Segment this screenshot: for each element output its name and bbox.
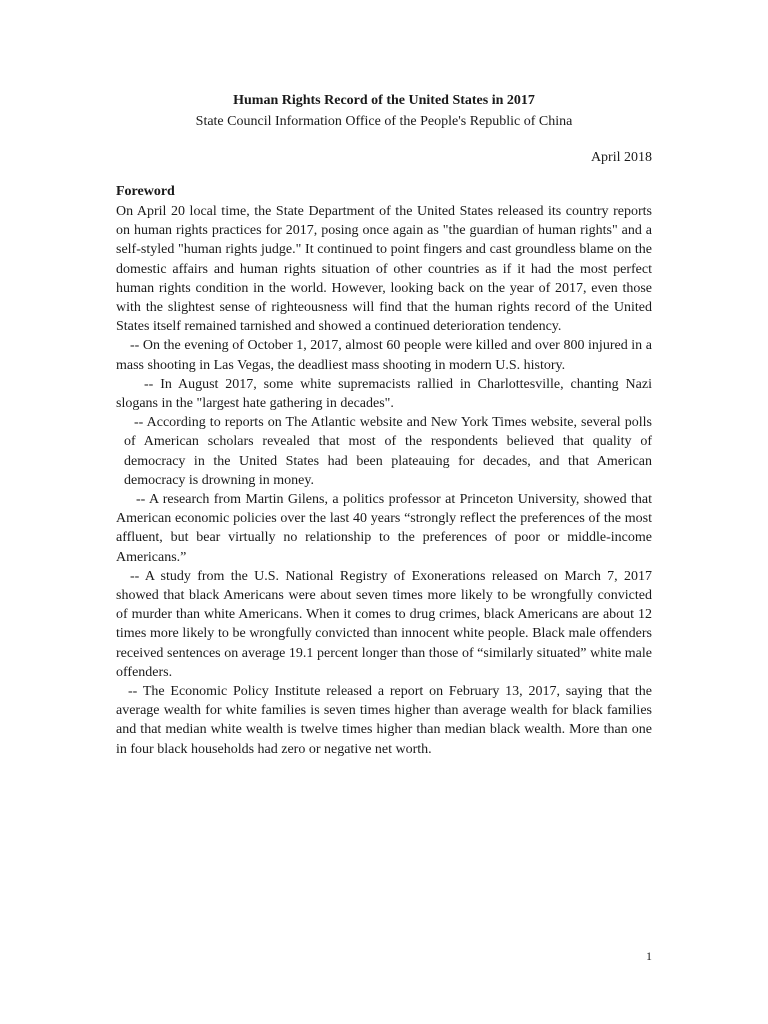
document-date: April 2018 (590, 150, 652, 165)
document-subtitle: State Council Information Office of the People's Republic of China (195, 114, 573, 129)
document-page (116, 90, 652, 759)
section-heading: Foreword (116, 184, 175, 199)
page-number: 1 (646, 949, 652, 963)
paragraph-las-vegas: -- On the evening of October 1, 2017, almost 60 people were killed and over 800 injured in a mass shooting in Las Vegas, the deadliest mass shooting in modern U.S. history. (116, 338, 652, 373)
paragraph-gilens-research: -- A research from Martin Gilens, a politics professor at Princeton University, showed that American economic policies over the last 40 years “strongly reflect the preferences of the most affluent, but bear virtually no relationship to the preferences of poor or middle-income Americans.” (116, 492, 652, 565)
document-title: Human Rights Record of the United States in 2017 (233, 93, 535, 108)
paragraph-exonerations: -- A study from the U.S. National Registry of Exonerations released on March 7, 2017 showed that black Americans were about seven times more likely to be wrongfully convicted of murder than white Americans. When it comes to drug crimes, black Americans are about 12 times more likely to be wrongfully convicted than innocent white people. Black male offenders received sentences on average 19.1 percent longer than those of “similarly situated” white male offenders. (116, 568, 652, 680)
paragraph-intro: On April 20 local time, the State Department of the United States released its country reports on human rights practices for 2017, posing once again as "the guardian of human rights" and a self-styled "human rights judge." It continued to point fingers and cast groundless blame on the domestic affairs and human rights situation of other countries as if it had the most perfect human rights condition in the world. However, looking back on the year of 2017, even those with the slightest sense of righteousness will find that the human rights record of the United States itself remained tarnished and showed a continued deterioration tendency. (116, 204, 652, 335)
paragraph-charlottesville: -- In August 2017, some white supremacists rallied in Charlottesville, chanting Nazi slogans in the "largest hate gathering in decades". (116, 376, 652, 412)
paragraph-economic-policy: -- The Economic Policy Institute released a report on February 13, 2017, saying that the average wealth for white families is seven times higher than average wealth for black families and that median white wealth is twelve times higher than median black wealth. More than one in four black households had zero or negative net worth. (116, 684, 652, 757)
paragraph-democracy-polls: -- According to reports on The Atlantic website and New York Times website, several polls of American scholars revealed that most of the respondents believed that quality of democracy in the United States had been plateauing for decades, and that American democracy is drowning in money. (124, 415, 652, 488)
